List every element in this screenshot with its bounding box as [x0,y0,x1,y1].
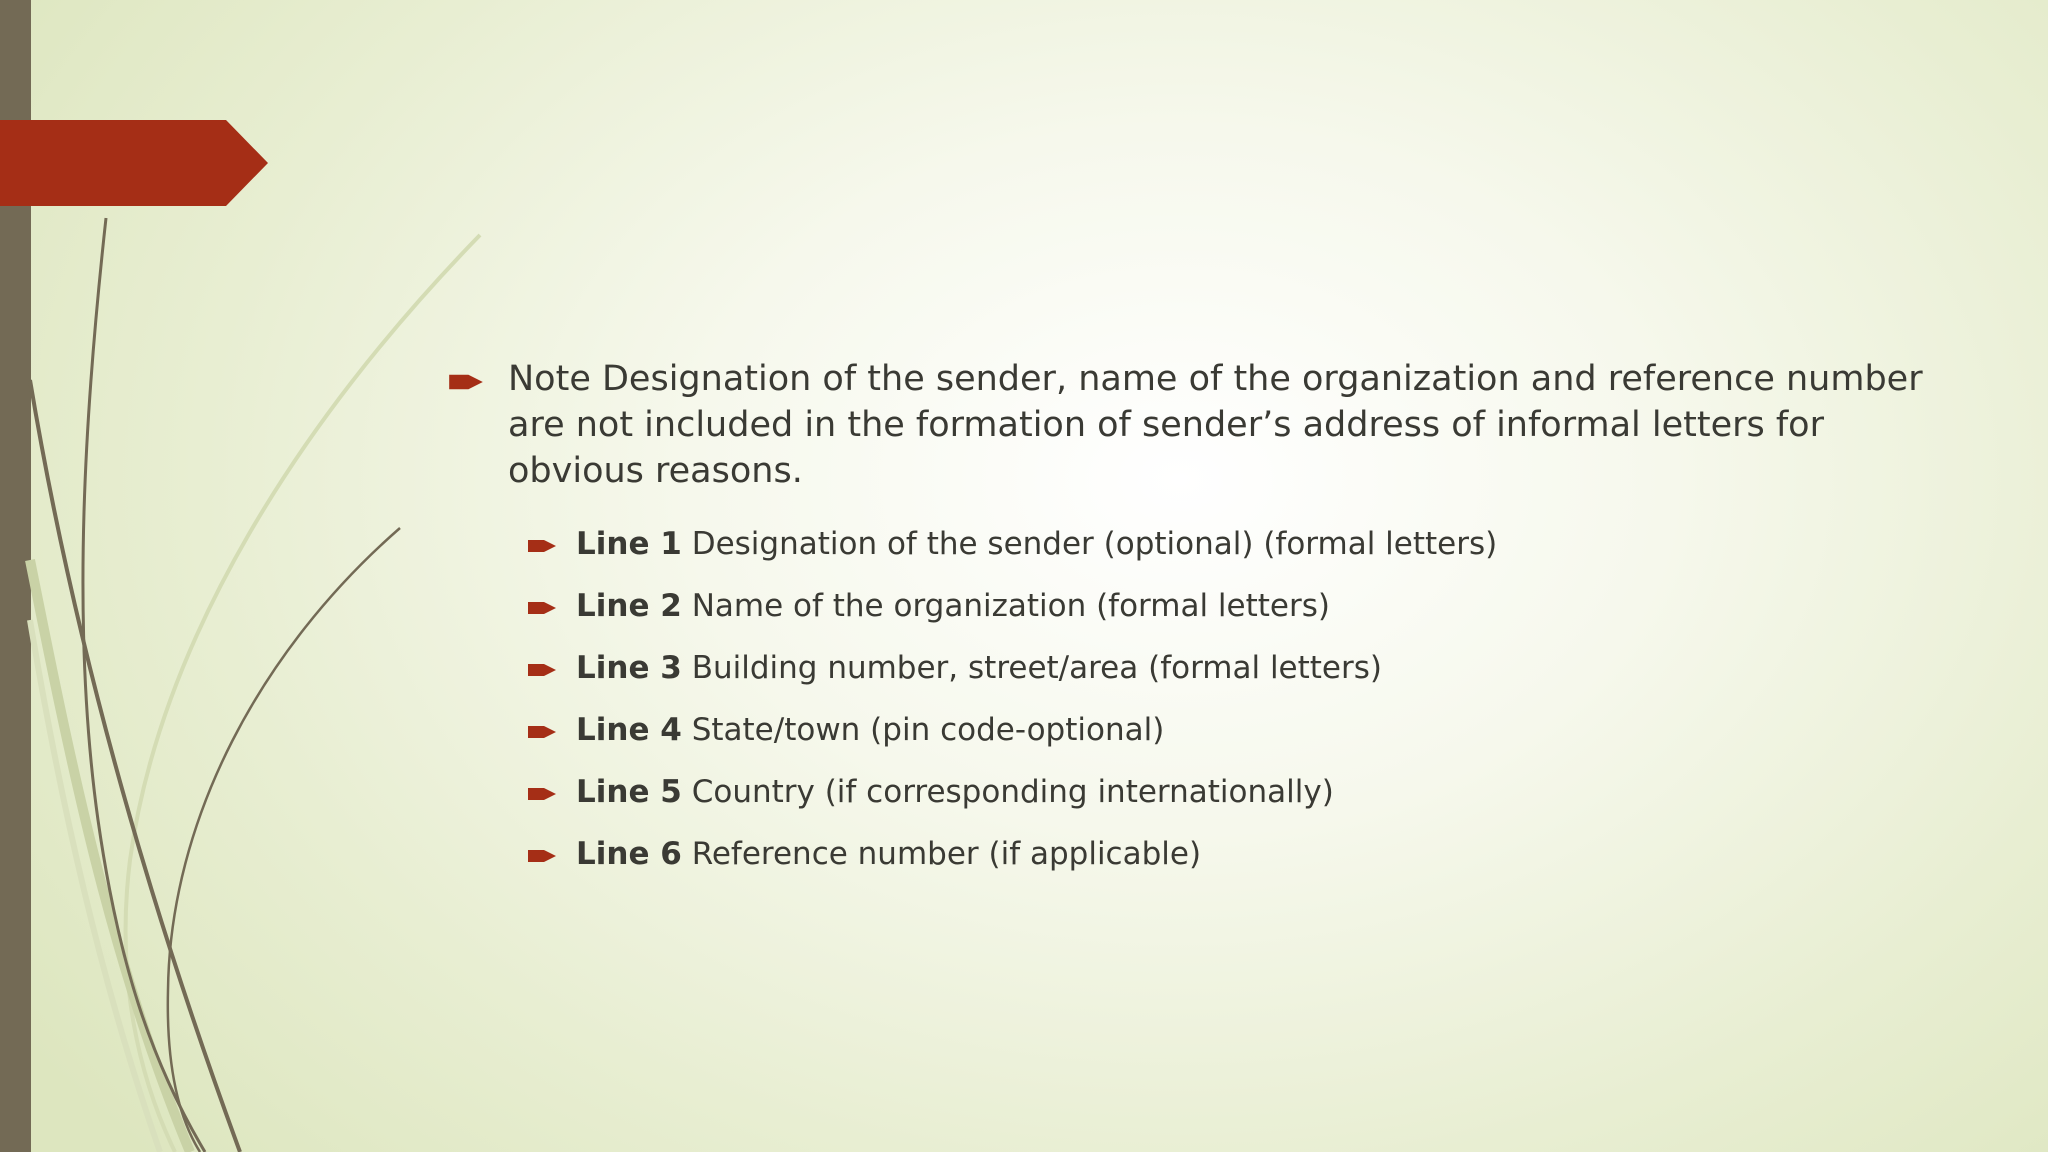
line-text: Designation of the sender (optional) (formal letters) [691,526,1498,562]
main-bullet-item [448,356,1928,494]
arrow-bullet-icon [448,370,484,394]
arrow-bullet-icon [528,598,556,618]
line-text: Building number, street/area (formal letters) [691,650,1382,686]
arrow-bullet-icon [528,660,556,680]
line-label: Line 1 [576,526,682,562]
arrow-bullet-icon [528,536,556,556]
list-item [528,646,1928,708]
content-area [448,356,1928,894]
decorative-swooshes [0,0,520,1152]
line-label: Line 5 [576,774,682,810]
line-label: Line 2 [576,588,682,624]
arrow-bullet-icon [528,784,556,804]
line-text: Country (if corresponding internationally) [691,774,1334,810]
line-text: Reference number (if applicable) [691,836,1202,872]
main-bullet-text: Note Designation of the sender, name of the organization and reference number are not included in the formation of sender’s address of informal letters for obvious reasons. [508,359,1923,491]
address-lines-list [528,522,1928,894]
line-text: Name of the organization (formal letters) [691,588,1330,624]
list-item [528,770,1928,832]
line-label: Line 4 [576,712,682,748]
line-text: State/town (pin code-optional) [691,712,1165,748]
arrow-bullet-icon [528,846,556,866]
line-label: Line 3 [576,650,682,686]
list-item [528,522,1928,584]
list-item [528,584,1928,646]
list-item [528,708,1928,770]
list-item [528,832,1928,894]
arrow-bullet-icon [528,722,556,742]
line-label: Line 6 [576,836,682,872]
